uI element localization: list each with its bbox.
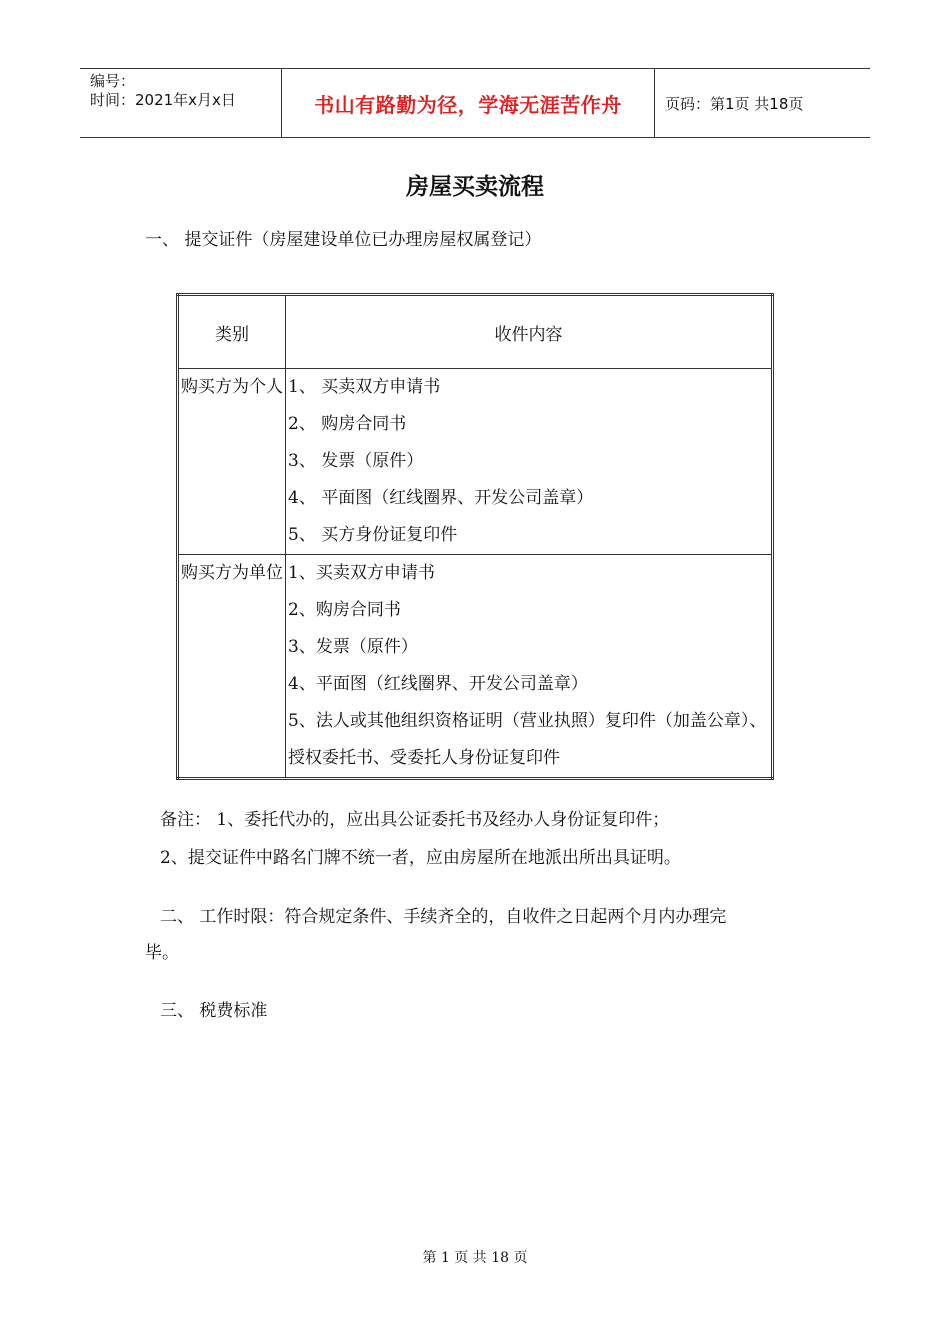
section-3-heading: 三、 税费标准: [160, 1001, 268, 1021]
header-motto: 书山有路勤为径，学海无涯苦作舟: [282, 69, 655, 137]
list-item: 3、 发票（原件）: [288, 451, 424, 471]
section-1-heading: 一、 提交证件（房屋建设单位已办理房屋权属登记）: [145, 230, 542, 250]
section-2-line-2: 毕。: [145, 943, 179, 963]
note-1: 备注： 1、委托代办的，应出具公证委托书及经办人身份证复印件；: [160, 810, 670, 830]
section-2-line-1: 二、 工作时限：符合规定条件、手续齐全的，自收件之日起两个月内办理完: [160, 907, 727, 927]
items-individual: [286, 369, 773, 555]
number-label: 编号：: [90, 72, 136, 90]
table-row: [178, 555, 773, 779]
table-header-row: [178, 295, 773, 369]
category-individual: 购买方为个人: [178, 369, 286, 555]
header-page-info: 页码：第1页 共18页: [665, 94, 804, 113]
list-item: 1、 买卖双方申请书: [288, 377, 441, 397]
category-organization: 购买方为单位: [178, 555, 286, 779]
table-row: [178, 369, 773, 555]
list-item: 2、 购房合同书: [288, 414, 407, 434]
list-item: 1、买卖双方申请书: [288, 563, 435, 583]
list-item: 5、法人或其他组织资格证明（营业执照）复印件（加盖公章）、授权委托书、受委托人身份证复印件: [288, 711, 767, 768]
document-title: 房屋买卖流程: [406, 174, 544, 200]
documents-table: [176, 293, 774, 780]
list-item: 4、 平面图（红线圈界、开发公司盖章）: [288, 488, 594, 508]
list-item: 5、 买方身份证复印件: [288, 525, 458, 545]
items-organization: [286, 555, 773, 779]
date-label: 时间：2021年x月x日: [90, 91, 236, 109]
page-footer: 第 1 页 共 18 页: [422, 1250, 528, 1266]
page-header: [80, 68, 870, 138]
note-2: 2、提交证件中路名门牌不统一者，应由房屋所在地派出所出具证明。: [160, 848, 681, 868]
header-category: 类别: [178, 295, 286, 369]
list-item: 3、发票（原件）: [288, 637, 418, 657]
header-content: 收件内容: [286, 295, 773, 369]
list-item: 4、平面图（红线圈界、开发公司盖章）: [288, 674, 588, 694]
header-meta: [80, 69, 282, 137]
list-item: 2、购房合同书: [288, 600, 401, 620]
